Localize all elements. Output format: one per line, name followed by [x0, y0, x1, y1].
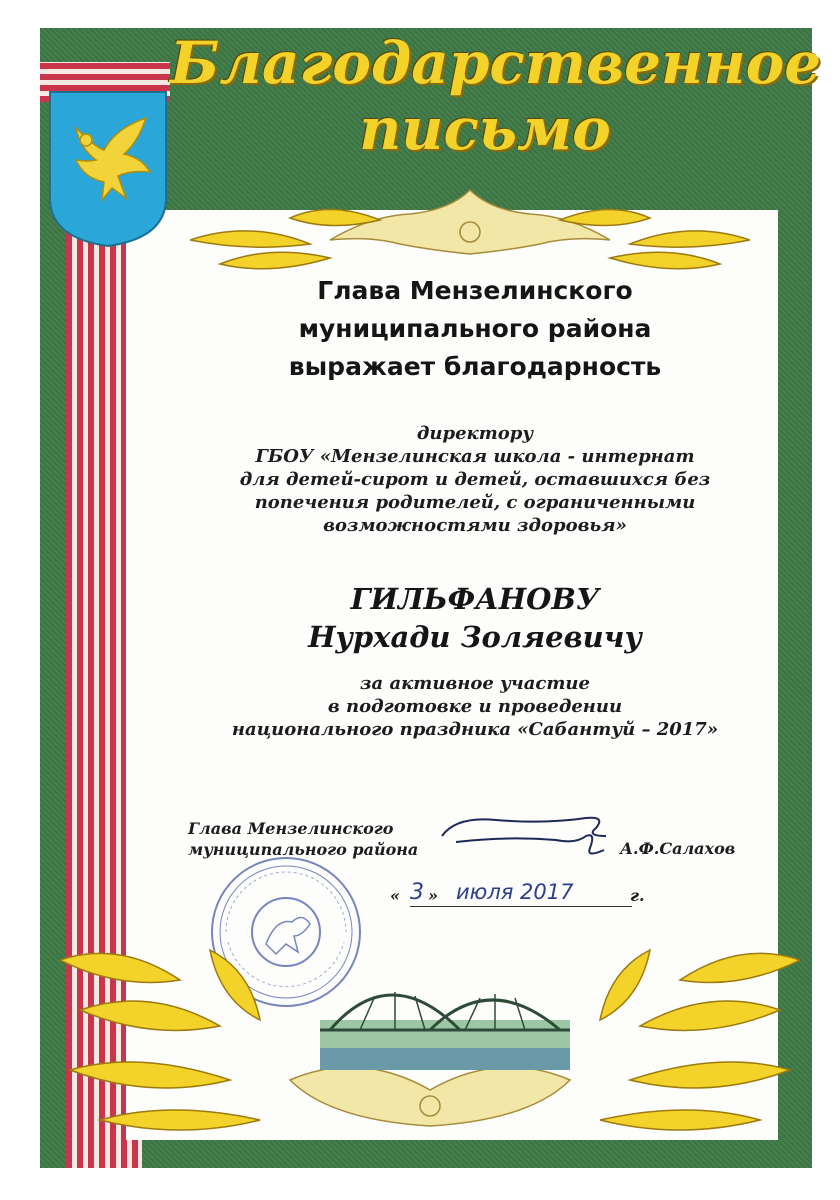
recipient-line: для детей-сирот и детей, оставшихся без	[239, 469, 711, 490]
date-close-quote: »	[428, 886, 438, 905]
title-line-2: письмо	[359, 95, 611, 163]
title-line-1: Благодарственное	[170, 29, 822, 97]
date-underline	[410, 906, 632, 907]
reason-line: национального праздника «Сабантуй – 2017»	[231, 719, 719, 740]
signatory-title	[188, 818, 448, 860]
top-ornament-icon	[190, 180, 750, 280]
signatory-name: А.Ф.Салахов	[620, 839, 736, 858]
date-line	[390, 882, 660, 910]
dove-emblem-icon	[46, 88, 170, 248]
heading-block	[190, 272, 760, 386]
reason-line: за активное участие	[360, 673, 590, 694]
reason-block	[190, 672, 760, 741]
recipient-name	[190, 580, 760, 656]
given-names: Нурхади Золяевичу	[308, 620, 642, 654]
heading-line: Глава Мензелинского	[317, 276, 633, 305]
reason-line: в подготовке и проведении	[327, 696, 623, 717]
signatory-title-line: муниципального района	[188, 840, 419, 859]
heading-line: выражает благодарность	[288, 352, 662, 381]
handwritten-signature	[436, 806, 616, 866]
recipient-line: попечения родителей, с ограниченными	[254, 492, 696, 513]
letter-title	[170, 29, 822, 163]
bridge-illustration	[320, 960, 570, 1070]
heading-line: муниципального района	[298, 314, 652, 343]
date-month-year: июля 2017	[456, 880, 574, 904]
recipient-line: ГБОУ «Мензелинская школа - интернат	[255, 446, 695, 467]
date-day: 3	[410, 880, 424, 905]
recipient-line: возможностями здоровья»	[323, 515, 627, 536]
date-suffix: г.	[630, 886, 645, 905]
signatory-title-line: Глава Мензелинского	[188, 819, 394, 838]
recipient-line: директору	[416, 423, 534, 444]
recipient-block	[190, 422, 760, 537]
date-open-quote: «	[390, 886, 400, 905]
surname: ГИЛЬФАНОВУ	[350, 582, 600, 616]
